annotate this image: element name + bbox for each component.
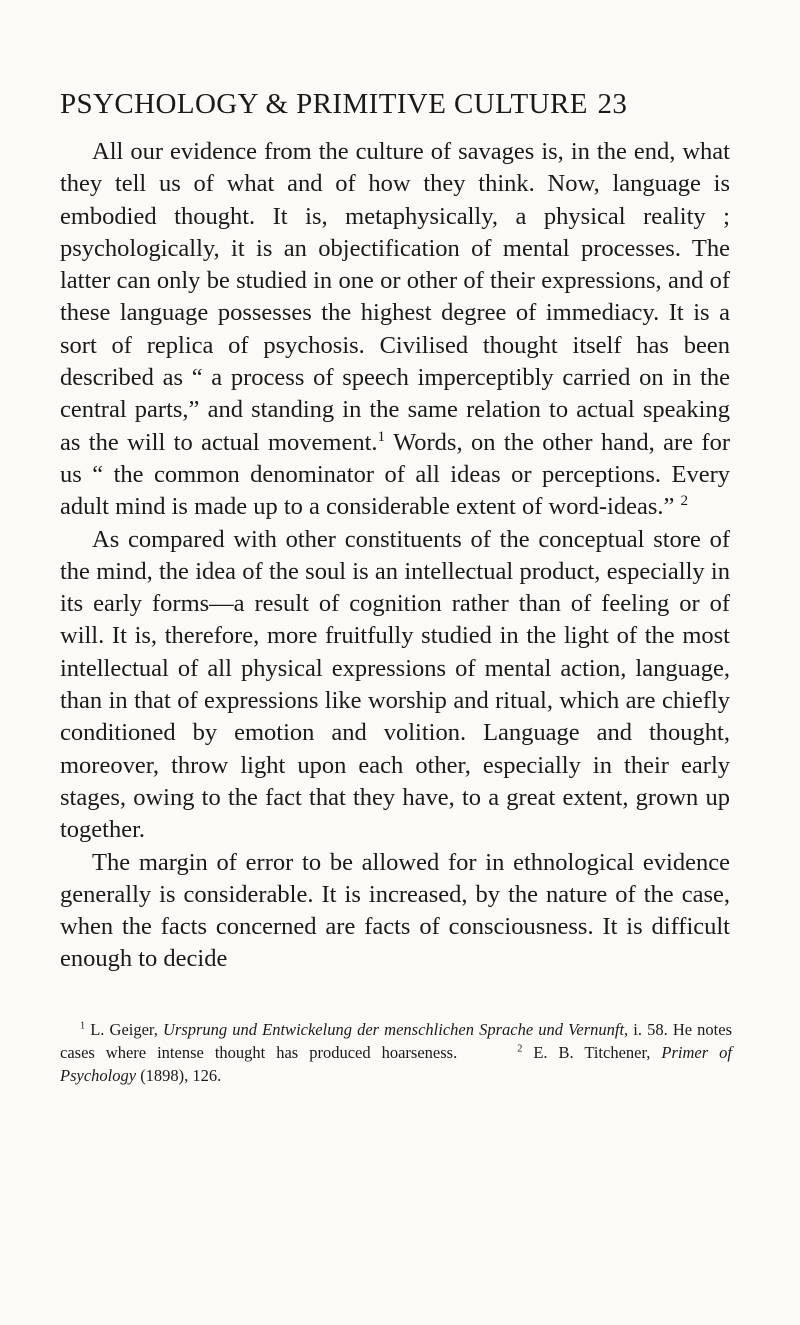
footnote-text: (1898), 126.: [136, 1066, 222, 1085]
paragraph: As compared with other constituents of the conceptual store of the mind, the idea of the soul is an intellectual product, especially in its early forms—a result of cognition rather than of feeling or of will. It is, therefore, more fruitfully studied in the light of the most intellectual of all physical expressions of mental action, language, than in that of expressions like worship and ritual, which are chiefly conditioned by emotion and volition. Language and thought, moreover, throw light upon each other, especially in their early stages, owing to the fact that they have, to a great extent, grown up together.: [60, 525, 730, 844]
footnote-ref: 2: [680, 492, 689, 510]
footnote-marker: 1: [80, 1020, 86, 1032]
paragraph-text: Words, on the other hand, are for us “ the common denominator of all ideas or perceptions. Every adult mind is made up to a considerable extent of word-ideas.”: [60, 428, 730, 521]
body-text: [60, 136, 730, 976]
footnotes: [60, 1018, 732, 1087]
paragraph-text: All our evidence from the culture of savages is, in the end, what they tell us of what and of how they think. Now, language is embodied thought. It is, metaphysically, a physical reality ; psychologically, it is an objectification of mental processes. The latter can only be studied in one or other of their expressions, and of these language possesses the highest degree of immediacy. It is a sort of replica of psychosis. Civilised thought itself has been described as “ a process of speech imperceptibly carried on in the central parts,” and standing in the same relation to actual speaking as the will to actual movement.: [60, 138, 730, 456]
footnote: [60, 1018, 732, 1087]
paragraph: The margin of error to be allowed for in ethnological evidence generally is considerable. It is increased, by the nature of the case, when the facts concerned are facts of consciousness. It is difficult enough to decide: [60, 848, 730, 973]
footnote-author: E. B. Titchener,: [522, 1043, 662, 1062]
page-number: 23: [597, 88, 628, 120]
paragraph: [60, 136, 730, 524]
running-head: [60, 88, 750, 121]
footnote-marker: 2: [517, 1043, 523, 1055]
footnote-title: Ursprung und Entwickelung der menschlichen Sprache und Vernunft: [163, 1020, 625, 1039]
footnote-title: Primer of Psychology: [60, 1043, 732, 1085]
running-head-title: PSYCHOLOGY & PRIMITIVE CULTURE: [60, 88, 588, 120]
footnote-author: L. Geiger,: [90, 1020, 163, 1039]
footnote-text: , i. 58. He notes cases where intense thought has produced hoarseness.: [60, 1020, 732, 1062]
footnote-ref: 1: [377, 427, 386, 445]
